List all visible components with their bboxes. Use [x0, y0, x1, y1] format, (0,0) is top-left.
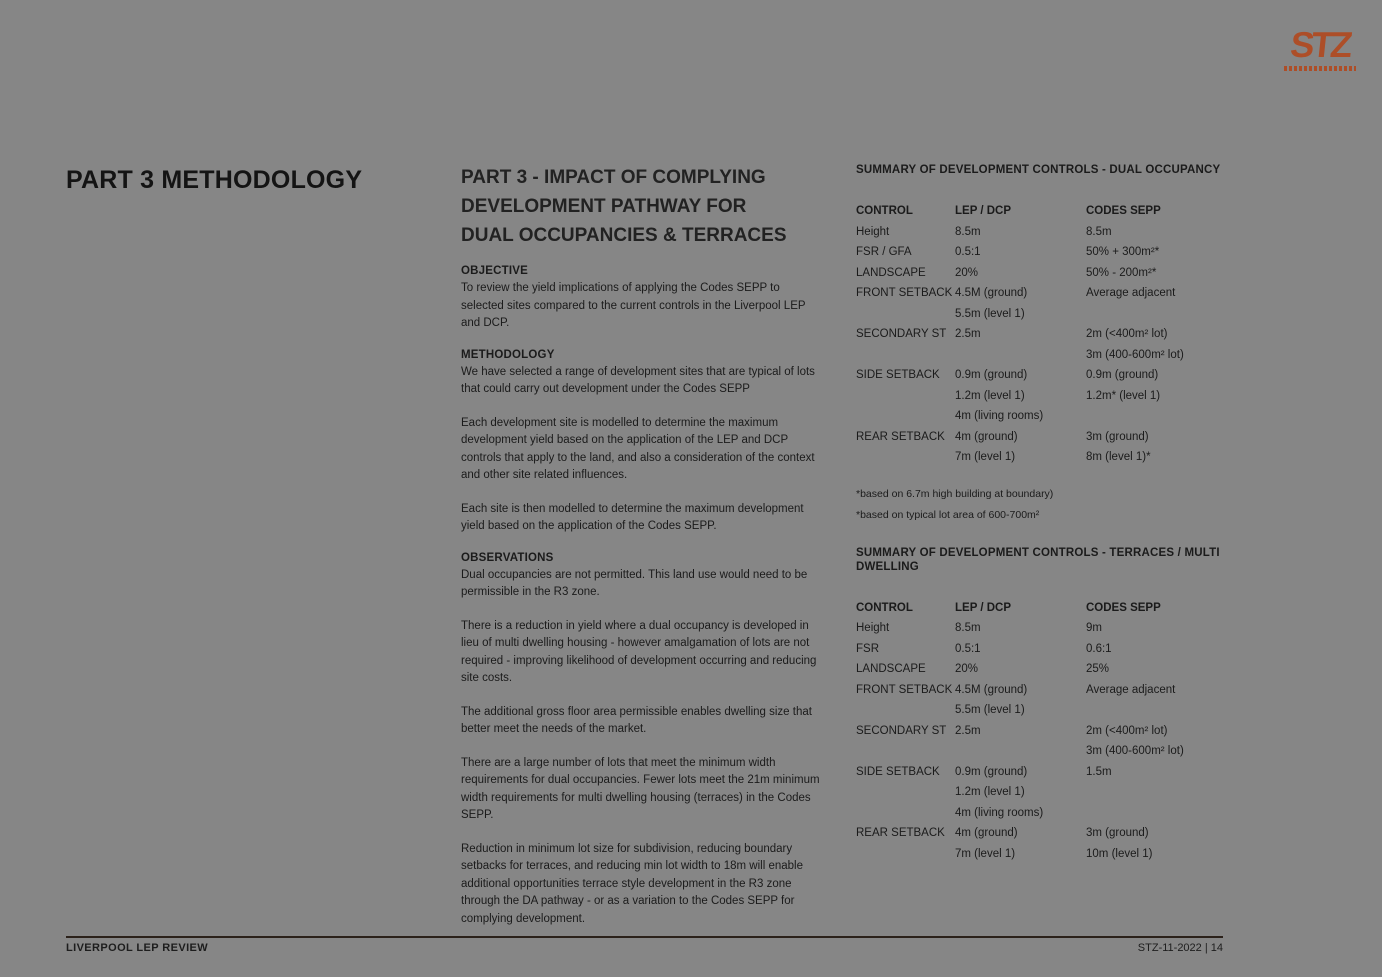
control-name: LANDSCAPE: [856, 266, 926, 279]
table-cell-sepp: [1086, 659, 1251, 680]
cell-line: 4m (living rooms): [955, 806, 1044, 819]
cell-line: 4m (ground): [955, 827, 1018, 839]
control-name: FRONT SETBACK: [856, 683, 953, 696]
cell-line: 2.5m: [955, 328, 981, 340]
column-header: CONTROL: [856, 601, 913, 614]
table-cell-lep: [955, 721, 1086, 762]
footer-page-reference: STZ-11-2022 | 14: [1137, 942, 1223, 954]
column-header: CONTROL: [856, 205, 913, 217]
cell-line: 1.5m: [1086, 765, 1112, 778]
cell-line: 25%: [1086, 663, 1110, 675]
cell-line: 20%: [955, 663, 979, 675]
control-name: FSR: [856, 642, 879, 655]
control-name: FRONT SETBACK: [856, 287, 953, 299]
control-name: SIDE SETBACK: [856, 765, 940, 778]
cell-line: 1.2m* (level 1): [1086, 389, 1161, 402]
table-grid: [856, 201, 1254, 468]
table-cell-sepp: [1086, 283, 1251, 324]
cell-line: 4.5M (ground): [955, 683, 1028, 696]
logo-subtext-bar: [1284, 66, 1356, 71]
paragraph: There is a reduction in yield where a dual occupancy is developed in lieu of multi dwelling housing - however amalgamation of lots are not required - improving likelihood of development occurring and reducing site costs.: [461, 619, 817, 684]
control-name: SECONDARY ST: [856, 328, 947, 340]
footnote: *based on 6.7m high building at boundary): [856, 487, 1054, 500]
table-cell-lep: [955, 242, 1086, 263]
control-name: SIDE SETBACK: [856, 369, 940, 381]
table-cell-lep: [955, 659, 1086, 680]
section-observations: [461, 552, 821, 929]
table-row-label: [856, 680, 955, 721]
summary-table-dual-occupancy: [856, 163, 1254, 526]
table-row-label: [856, 823, 955, 864]
control-name: SECONDARY ST: [856, 724, 947, 737]
cell-line: 20%: [955, 266, 979, 279]
control-name: FSR / GFA: [856, 246, 912, 258]
cell-line: 9m: [1086, 622, 1102, 634]
cell-line: 1.2m (level 1): [955, 786, 1025, 798]
cell-line: 1.2m (level 1): [955, 389, 1025, 402]
cell-line: 8.5m: [1086, 225, 1112, 238]
cell-line: 50% - 200m²*: [1086, 266, 1157, 279]
table-cell-lep: [955, 618, 1086, 639]
table-cell-sepp: [1086, 618, 1251, 639]
cell-line: 8.5m: [955, 622, 981, 634]
cell-line: 10m (level 1): [1086, 847, 1153, 860]
article-column: [461, 163, 821, 944]
table-row-label: [856, 659, 955, 680]
column-header: LEP / DCP: [955, 205, 1012, 217]
control-name: LANDSCAPE: [856, 663, 926, 675]
table-row-label: [856, 618, 955, 639]
footer-document-title: LIVERPOOL LEP REVIEW: [66, 942, 209, 954]
table-row-label: [856, 721, 955, 762]
cell-line: 3m (ground): [1086, 430, 1149, 443]
table-cell-sepp: [1086, 427, 1251, 468]
table-cell-lep: [955, 222, 1086, 243]
column-header: CODES SEPP: [1086, 205, 1161, 217]
table-cell-sepp: [1086, 222, 1251, 243]
table-cell-lep: [955, 427, 1086, 468]
cell-line: 2m (<400m² lot): [1086, 328, 1168, 340]
cell-line: 3m (ground): [1086, 827, 1149, 839]
cell-line: 50% + 300m²*: [1086, 246, 1160, 258]
tables-column: [856, 163, 1254, 864]
cell-line: 4m (living rooms): [955, 410, 1044, 422]
table-cell-lep: [955, 283, 1086, 324]
cell-line: 7m (level 1): [955, 847, 1016, 860]
cell-line: 0.5:1: [955, 642, 981, 655]
cell-line: 3m (400-600m² lot): [1086, 745, 1184, 757]
table-cell-lep: [955, 823, 1086, 864]
page-title: PART 3 METHODOLOGY: [66, 166, 363, 194]
section-label: OBJECTIVE: [461, 265, 528, 277]
column-header: CODES SEPP: [1086, 601, 1161, 614]
table-cell-sepp: [1086, 242, 1251, 263]
table-title: SUMMARY OF DEVELOPMENT CONTROLS - DUAL OCCUPANCY: [856, 164, 1221, 176]
table-grid: [856, 598, 1254, 865]
cell-line: 0.9m (ground): [955, 369, 1028, 381]
paragraph: Each development site is modelled to determine the maximum development yield based on the application of the LEP and DCP controls that apply to the land, and also a consideration of the context and other site related influences.: [461, 416, 815, 481]
paragraph: Each site is then modelled to determine the maximum development yield based on the application of the Codes SEPP.: [461, 502, 804, 532]
footer-rule: [66, 936, 1223, 938]
cell-line: 3m (400-600m² lot): [1086, 348, 1184, 361]
table-cell-lep: [955, 263, 1086, 284]
paragraph: There are a large number of lots that meet the minimum width requirements for dual occupancies. Fewer lots meet the 21m minimum width requirements for multi dwelling housing (terraces) in the Codes SEPP.: [461, 756, 820, 821]
table-cell-sepp: [1086, 324, 1251, 365]
table-row-label: [856, 324, 955, 365]
cell-line: 2.5m: [955, 724, 981, 737]
table-cell-sepp: [1086, 823, 1251, 864]
cell-line: 0.9m (ground): [1086, 369, 1159, 381]
table-row-label: [856, 263, 955, 284]
control-name: Height: [856, 622, 890, 634]
table-cell-lep: [955, 762, 1086, 824]
table-footnotes: [856, 484, 1254, 526]
cell-line: 4m (ground): [955, 430, 1018, 443]
paragraph: Dual occupancies are not permitted. This land use would need to be permissible in the R3 zone.: [461, 568, 808, 598]
table-cell-lep: [955, 365, 1086, 427]
section-methodology: [461, 349, 821, 536]
table-cell-sepp: [1086, 263, 1251, 284]
cell-line: 8m (level 1)*: [1086, 451, 1151, 463]
table-cell-sepp: [1086, 365, 1251, 427]
cell-line: 7m (level 1): [955, 451, 1016, 463]
summary-table-terraces-multi-dwelling: [856, 546, 1254, 865]
company-logo: [1284, 26, 1356, 71]
article-heading: PART 3 - IMPACT OF COMPLYING DEVELOPMENT PATHWAY FOR DUAL OCCUPANCIES & TERRACES: [461, 167, 787, 246]
cell-line: 5.5m (level 1): [955, 704, 1025, 716]
control-name: Height: [856, 225, 890, 238]
cell-line: 5.5m (level 1): [955, 307, 1025, 320]
table-cell-lep: [955, 324, 1086, 365]
table-row-label: [856, 427, 955, 468]
table-cell-lep: [955, 639, 1086, 660]
column-header: LEP / DCP: [955, 601, 1012, 614]
paragraph: We have selected a range of development sites that are typical of lots that could carry out development under the Codes SEPP: [461, 365, 815, 395]
table-row-label: [856, 283, 955, 324]
section-label: OBSERVATIONS: [461, 551, 554, 564]
cell-line: 0.6:1: [1086, 642, 1112, 655]
control-name: REAR SETBACK: [856, 827, 945, 839]
table-title: SUMMARY OF DEVELOPMENT CONTROLS - TERRACES / MULTI DWELLING: [856, 546, 1220, 573]
table-row-label: [856, 639, 955, 660]
table-row-label: [856, 242, 955, 263]
paragraph: To review the yield implications of applying the Codes SEPP to selected sites compared to the current controls in the Liverpool LEP and DCP.: [461, 282, 806, 329]
cell-line: 2m (<400m² lot): [1086, 724, 1168, 737]
table-cell-sepp: [1086, 639, 1251, 660]
cell-line: 8.5m: [955, 225, 981, 238]
footnote: *based on typical lot area of 600-700m²: [856, 508, 1040, 521]
table-cell-sepp: [1086, 680, 1251, 721]
table-row-label: [856, 365, 955, 427]
cell-line: 4.5M (ground): [955, 287, 1028, 299]
table-cell-sepp: [1086, 762, 1251, 824]
section-objective: [461, 265, 821, 333]
cell-line: Average adjacent: [1086, 287, 1176, 299]
table-row-label: [856, 222, 955, 243]
table-cell-lep: [955, 680, 1086, 721]
paragraph: The additional gross floor area permissible enables dwelling size that better meet the needs of the market.: [461, 705, 812, 735]
control-name: REAR SETBACK: [856, 430, 945, 443]
logo-monogram: STZ: [1288, 24, 1352, 65]
section-label: METHODOLOGY: [461, 348, 555, 361]
cell-line: Average adjacent: [1086, 683, 1176, 696]
cell-line: 0.9m (ground): [955, 765, 1028, 778]
table-row-label: [856, 762, 955, 824]
cell-line: 0.5:1: [955, 246, 981, 258]
table-cell-sepp: [1086, 721, 1251, 762]
paragraph: Reduction in minimum lot size for subdivision, reducing boundary setbacks for terraces, and reducing min lot width to 18m will enable additional opportunities terrace style development in the R3 zone through the DA pathway - or as a variation to the Codes SEPP for complying development.: [461, 842, 803, 925]
